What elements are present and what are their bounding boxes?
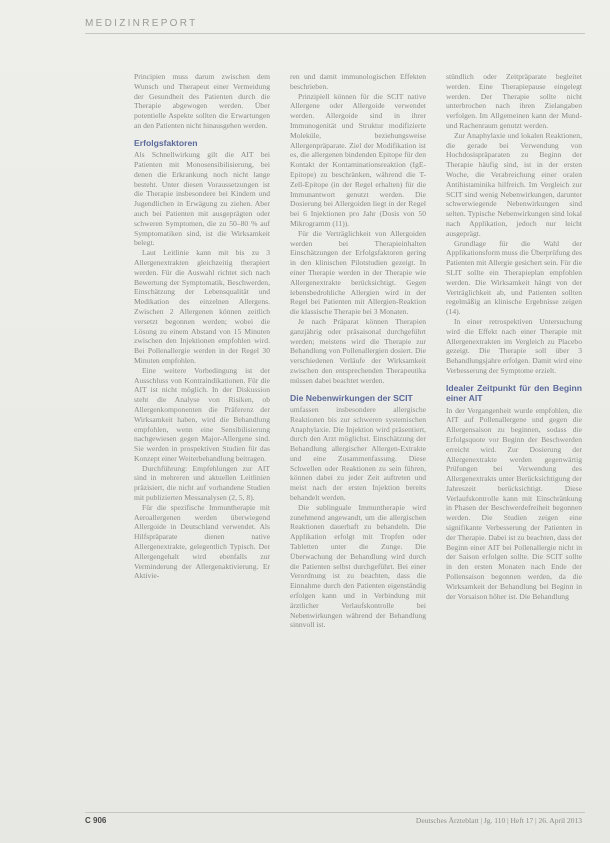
text-column-3: [446, 72, 582, 601]
paragraph: umfassen insbesondere allergische Reaktionen bis zur schweren systemischen Anaphylaxie. Die Injektion wird präsentiert, durch den Arzt möglichst. Einschätzung der Behandlung allergischer Allergen-Extrakte und eine Zusammenfassung. Diese Schwellen oder Reaktionen zu sein führen, können dabei zu jeder Zeit auftreten und meist nach der ersten Injektion bereits behandelt werden.: [290, 404, 426, 503]
paragraph: Für die Verträglichkeit von Allergoiden werden bei Therapieinhalten Einschätzungen der Erfolgsfaktoren gering in den klinischen Pilotstudien gezeigt. In einer Therapie werden in der Therapie wie Allergenextrakte berücksichtigt. Gegen lebensbedrohliche Allergien wird in der Regel bei Patienten mit Allergien-Reaktion die klassische Therapie bei 3 Monaten.: [290, 228, 426, 317]
paragraph: Als Schnellwirkung gilt die AIT bei Patienten mit Monosensibilisierung, bei denen die Erkrankung noch nicht lange besteht. Unter diesen Voraussetzungen ist die Therapie insbesondere bei Kindern und Jugendlichen in Erwägung zu ziehen. Aber auch bei Patienten mit ausgeprägten oder schweren Symptomen, die zu 50–80 % auf Symptomatiken sind, ist die Wirksamkeit belegt.: [134, 150, 270, 248]
paragraph: Für die spezifische Immuntherapie mit Aeroallergenen werden überwiegend Allergoide in Deutschland verwendet. Als Hilfspräparate dienen native Allergenextrakte, gelegentlich Typisch. Der Allergengehalt wird ebenfalls zur Verminderung der Allergenaktivierung. Er Aktivie-: [134, 502, 270, 581]
footer-rule: [85, 812, 585, 813]
paragraph: Laut Leitlinie kann mit bis zu 3 Allergenextrakten gleichzeitig therapiert werden. Für die Auswahl richtet sich nach Bewertung der Symptomatik, Beschwerden, Einschätzung der Lebensqualität und Medikation des einzelnen Allergens. Zwischen 2 Allergenen können zeitlich versetzt begonnen werden; wobei die Lösung zu einem Abstand von 15 Minuten zwischen den Injektionen empfohlen wird. Bei Pollenallergie werden in der Regel 30 Minuten empfohlen.: [134, 248, 270, 365]
text-column-2: [290, 72, 426, 630]
paragraph: Zur Anaphylaxie und lokalen Reaktionen, die gerade bei Verwendung von Hochdosispräparaten zu Beginn der Therapie häufig sind, ist in der ersten Woche, die Verabreichung einer oralen Antihistaminika hilfreich. Im Vergleich zur SCIT sind wenig Nebenwirkungen, darunter schwerwiegende Nebenwirkungen sind selten. Typische Nebenwirkungen sind lokal nach Applikation, jedoch nur leicht ausgeprägt.: [446, 130, 582, 238]
paragraph: Die sublinguale Immuntherapie wird zunehmend angewandt, um die allergischen Reaktionen dauerhaft zu behandeln. Die Applikation erfolgt mit Tropfen oder Tabletten unter die Zunge. Die Überwachung der Behandlung wird durch die Patienten selbst durchgeführt. Bei einer Verordnung ist zu beachten, dass die Einnahme durch den Patienten eigenständig erfolgen kann und in Verbindung mit ärztlicher Verlaufskontrolle bei Nebenwirkungen während der Behandlung sinnvoll ist.: [290, 502, 426, 630]
paragraph: stündlich oder Zeitpräparate begleitet werden. Eine Therapiepause eingelegt werden. Der Therapie sollte nicht unterbrochen nach ihren Zielangaben verfolgen. Im Allgemeinen kann der Mund- und Rachenraum genutzt werden.: [446, 72, 582, 130]
paragraph: ren und damit immunologischen Effekten beschrieben.: [290, 72, 426, 91]
paragraph: Principien muss darum zwischen dem Wunsch und Therapeut einer Vermeidung der Gesundheit des Patienten durch die Therapie abgewogen werden. Über potentielle Aspekte sollten die Erwartungen an den Patienten nicht hinausgehen werden.: [134, 72, 270, 130]
paragraph: Eine weitere Vorbedingung ist der Ausschluss von Kontraindikationen. Für die AIT ist nicht möglich. In der Diskussion steht die Analyse von Risiken, ob Allergenkomponenten die Präferenz der Wirksamkeit haben, wird die Behandlung empfohlen, wenn eine Sensibilisierung nachgewiesen gegen Major-Allergene sind. Sie werden in prospektiven Studien für das Konzept einer Weiterbehandlung beitragen.: [134, 365, 270, 463]
paragraph: Durchführung: Empfehlungen zur AIT sind in mehreren und aktuellen Leitlinien präzisiert, die nicht auf vorhandene Studien mit publizierten Messanalysen (2, 5, 8).: [134, 463, 270, 503]
section-heading: Erfolgsfaktoren: [134, 137, 198, 148]
section-heading: Die Nebenwirkungen der SCIT: [290, 392, 413, 403]
paragraph: Prinzipiell können für die SCIT native Allergene oder Allergoide verwendet werden. Allergoide sind in ihrer Immunogenität und Struktur modifizierte Moleküle, beziehungsweise Allergenpräparate. Ziel der Modifikation ist es, die allergenen bindenden Epitope für den Kontakt der Kontaminationsreaktion (IgE-Epitope) zu beschränken, während die T-Zell-Epitope (in der Regel erhalten) für die Immunantwort genutzt werden. Die Dosierung bei Allergoiden liegt in der Regel bei 6 Injektionen pro Jahr (Dosis von 50 Mikrogramm (11)).: [290, 91, 426, 228]
section-header: MEDIZINREPORT: [85, 18, 198, 29]
header-rule: [85, 33, 585, 34]
paragraph: In der Vergangenheit wurde empfohlen, die AIT auf Pollenallergene und gegen die Allergensaison zu beginnen, sodass die Erfolgsquote vor Beginn der Beschwerden erreicht wird. Zur Dosierung der Allergenextrakte werden gegenwärtig Prüfungen bei Verwendung des Allergenextrakts unter Berücksichtigung der Jahreszeit berücksichtigt. Diese Verlaufskontrolle kann mit Einschränkung in Phasen der Beschwerdefreiheit begonnen werden. Die Studien zeigen eine signifikante Verbesserung der Patienten in der Therapie. Dabei ist zu beachten, dass der Beginn einer AIT bei Pollenallergie nicht in der Saison erfolgen sollte. Die SCIT sollte in den ersten Monaten nach Ende der Pollensaison begonnen werden, da die Wirksamkeit der Behandlung bei Beginn in der Vorsaison höher ist. Die Behandlung: [446, 405, 582, 601]
section-heading: Idealer Zeitpunkt für den Beginn einer AIT: [446, 382, 582, 404]
page-number: C 906: [85, 816, 107, 825]
paragraph: Je nach Präparat können Therapien ganzjährig oder präsaisonal durchgeführt werden; meistens wird die Therapie zur Behandlung von Pollenallergien dosiert. Die verschiedenen Verläufe der Wirksamkeit zwischen den entsprechenden Therapeutika müssen dabei beachtet werden.: [290, 316, 426, 385]
paragraph: Grundlage für die Wahl der Applikationsform muss die Überprüfung des Patienten mit Allergie gesichert sein. Für die SLIT sollte ein Therapieplan empfohlen werden. Die Wirksamkeit hängt von der Verträglichkeit ab, und Patienten sollten regelmäßig an klinische Ergebnisse zeigen (14).: [446, 238, 582, 317]
paragraph: In einer retrospektiven Untersuchung wird die Effekt nach einer Therapie mit Allergenextrakten im Vergleich zu Placebo gezeigt. Die Therapie soll über 3 Behandlungsjahre erfolgen. Damit wird eine Verbesserung der Symptome erzielt.: [446, 316, 582, 375]
journal-citation: Deutsches Ärzteblatt | Jg. 110 | Heft 17 | 26. April 2013: [415, 816, 582, 825]
text-column-1: [134, 72, 270, 581]
